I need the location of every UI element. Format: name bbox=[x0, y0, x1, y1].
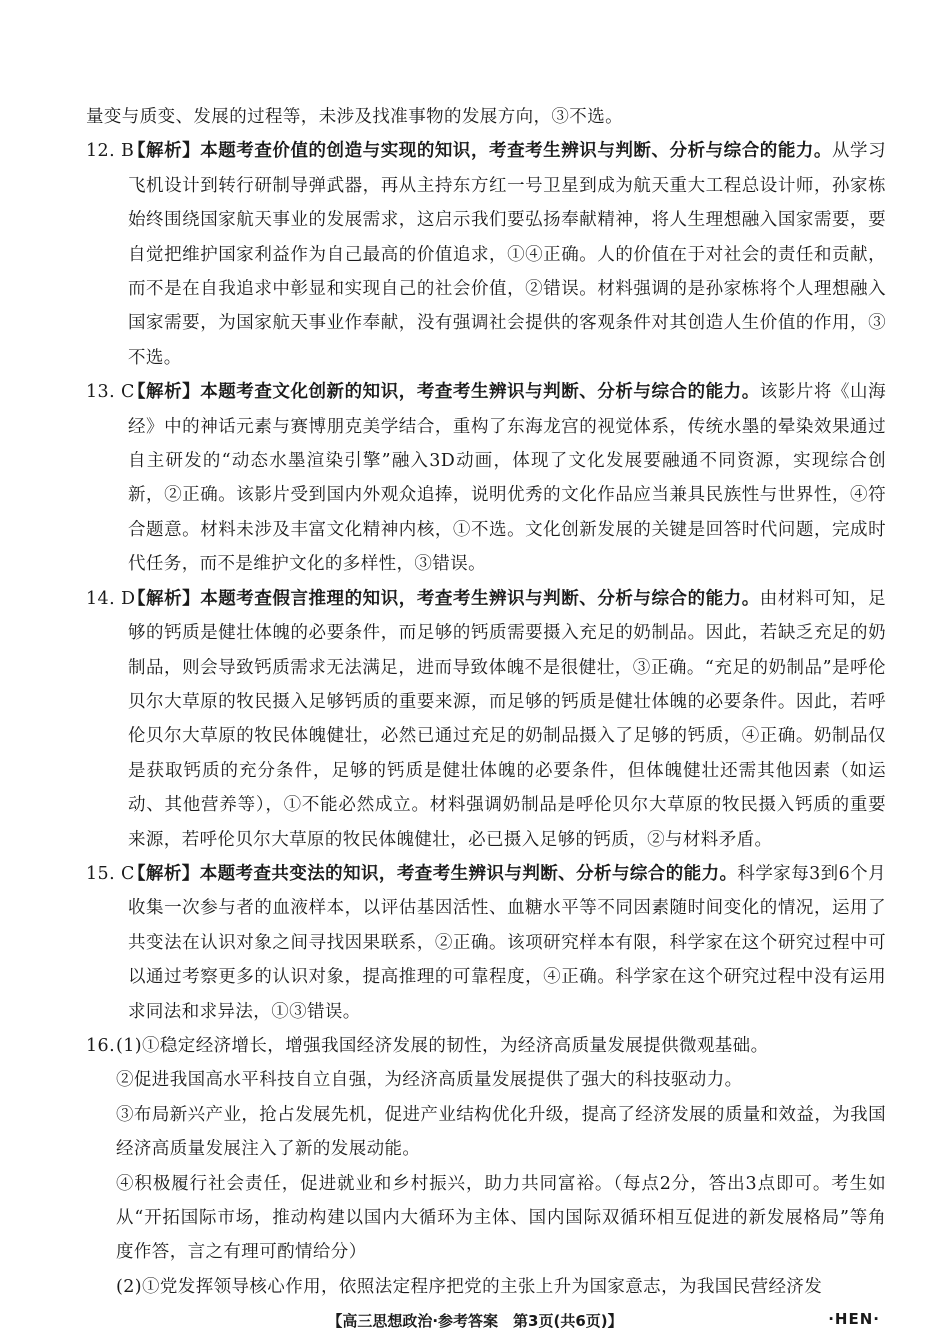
q16-part-2: (2)①党发挥领导核心作用，依照法定程序把党的主张上升为国家意志，为我国民营经济发 bbox=[116, 1276, 823, 1297]
analysis-text: 从学习飞机设计到转行研制导弹武器，再从主持东方红一号卫星到成为航天重大工程总设计师，孙家栋始终围绕国家航天事业的发展需求，这启示我们要弘扬奉献精神，将人生理想融入国家需要，要自觉把维护国家利益作为自己最高的价值追求，①④正确。人的价值在于对社会的责任和贡献，而不是在自我追求中彰显和实现自己的社会价值，②错误。材料强调的是孙家栋将个人理想融入国家需要，为国家航天事业作奉献，没有强调社会提供的客观条件对其创造人生价值的作用，③不选。 bbox=[128, 141, 886, 368]
q16-point-2: ②促进我国高水平科技自立自强，为经济高质量发展提供了强大的科技驱动力。 bbox=[116, 1070, 743, 1091]
answer-number: 15. C bbox=[86, 863, 135, 884]
q16-point-3: ③布局新兴产业，抢占发展先机，促进产业结构优化升级，提高了经济发展的质量和效益，为我国经济高质量发展注入了新的发展动能。 bbox=[116, 1104, 886, 1160]
analysis-text: 科学家每3到6个月收集一次参与者的血液样本，以评估基因活性、血糖水平等不同因素随时间变化的情况，运用了共变法在认识对象之间寻找因果联系，②正确。该项研究样本有限，科学家在这个研究过程中可以通过考察更多的认识对象，提高推理的可靠程度，④正确。科学家在这个研究过程中没有运用求同法和求异法，①③错误。 bbox=[128, 863, 886, 1022]
answer-item-16 bbox=[86, 1029, 886, 1304]
analysis-tag: 【解析】本题考查文化创新的知识，考查考生辨识与判断、分析与综合的能力。 bbox=[128, 382, 760, 403]
answer-number: 12. B bbox=[86, 141, 135, 162]
answer-item-15 bbox=[86, 857, 886, 1029]
answer-number: 14. D bbox=[86, 588, 136, 609]
page-footer bbox=[0, 1306, 950, 1336]
intro-line: 量变与质变、发展的过程等，未涉及找准事物的发展方向，③不选。 bbox=[86, 107, 623, 127]
analysis-tag: 【解析】本题考查共变法的知识，考查考生辨识与判断、分析与综合的能力。 bbox=[128, 863, 738, 884]
answer-number: 13. C bbox=[86, 382, 135, 403]
answer-number: 16. bbox=[86, 1035, 116, 1056]
q16-point-1: (1)①稳定经济增长，增强我国经济发展的韧性，为经济高质量发展提供微观基础。 bbox=[116, 1035, 769, 1056]
answer-item-12 bbox=[86, 134, 886, 375]
answer-content bbox=[86, 100, 886, 1304]
footer-title: 【高三思想政治·参考答案 第3页(共6页)】 bbox=[327, 1312, 623, 1330]
answer-item-14 bbox=[86, 582, 886, 857]
analysis-tag: 【解析】本题考查假言推理的知识，考查考生辨识与判断、分析与综合的能力。 bbox=[128, 588, 760, 609]
analysis-text: 该影片将《山海经》中的神话元素与赛博朋克美学结合，重构了东海龙宫的视觉体系，传统水墨的晕染效果通过自主研发的“动态水墨渲染引擎”融入3D动画，体现了文化发展要融通不同资源，实现综合创新，②正确。该影片受到国内外观众追捧，说明优秀的文化作品应当兼具民族性与世界性，④符合题意。材料未涉及丰富文化精神内核，①不选。文化创新发展的关键是回答时代问题，完成时代任务，而不是维护文化的多样性，③错误。 bbox=[128, 382, 886, 575]
analysis-text: 由材料可知，足够的钙质是健壮体魄的必要条件，而足够的钙质需要摄入充足的奶制品。因此，若缺乏充足的奶制品，则会导致钙质需求无法满足，进而导致体魄不是很健壮，③正确。“充足的奶制品”是呼伦贝尔大草原的牧民摄入足够钙质的重要来源，而足够的钙质是健壮体魄的必要条件。因此，若呼伦贝尔大草原的牧民体魄健壮，必然已通过充足的奶制品摄入了足够的钙质，④正确。奶制品仅是获取钙质的充分条件，足够的钙质是健壮体魄的必要条件，但体魄健壮还需其他因素（如运动、其他营养等），①不能必然成立。材料强调奶制品是呼伦贝尔大草原的牧民摄入钙质的重要来源，若呼伦贝尔大草原的牧民体魄健壮，必已摄入足够的钙质，②与材料矛盾。 bbox=[128, 588, 886, 850]
answer-item-13 bbox=[86, 375, 886, 581]
footer-code: ·HEN· bbox=[828, 1310, 880, 1328]
q16-point-4: ④积极履行社会责任，促进就业和乡村振兴，助力共同富裕。（每点2分，答出3点即可。考生如从“开拓国际市场，推动构建以国内大循环为主体、国内国际双循环相互促进的新发展格局”等角度作答，言之有理可酌情给分） bbox=[116, 1173, 886, 1263]
analysis-tag: 【解析】本题考查价值的创造与实现的知识，考查考生辨识与判断、分析与综合的能力。 bbox=[128, 141, 832, 162]
